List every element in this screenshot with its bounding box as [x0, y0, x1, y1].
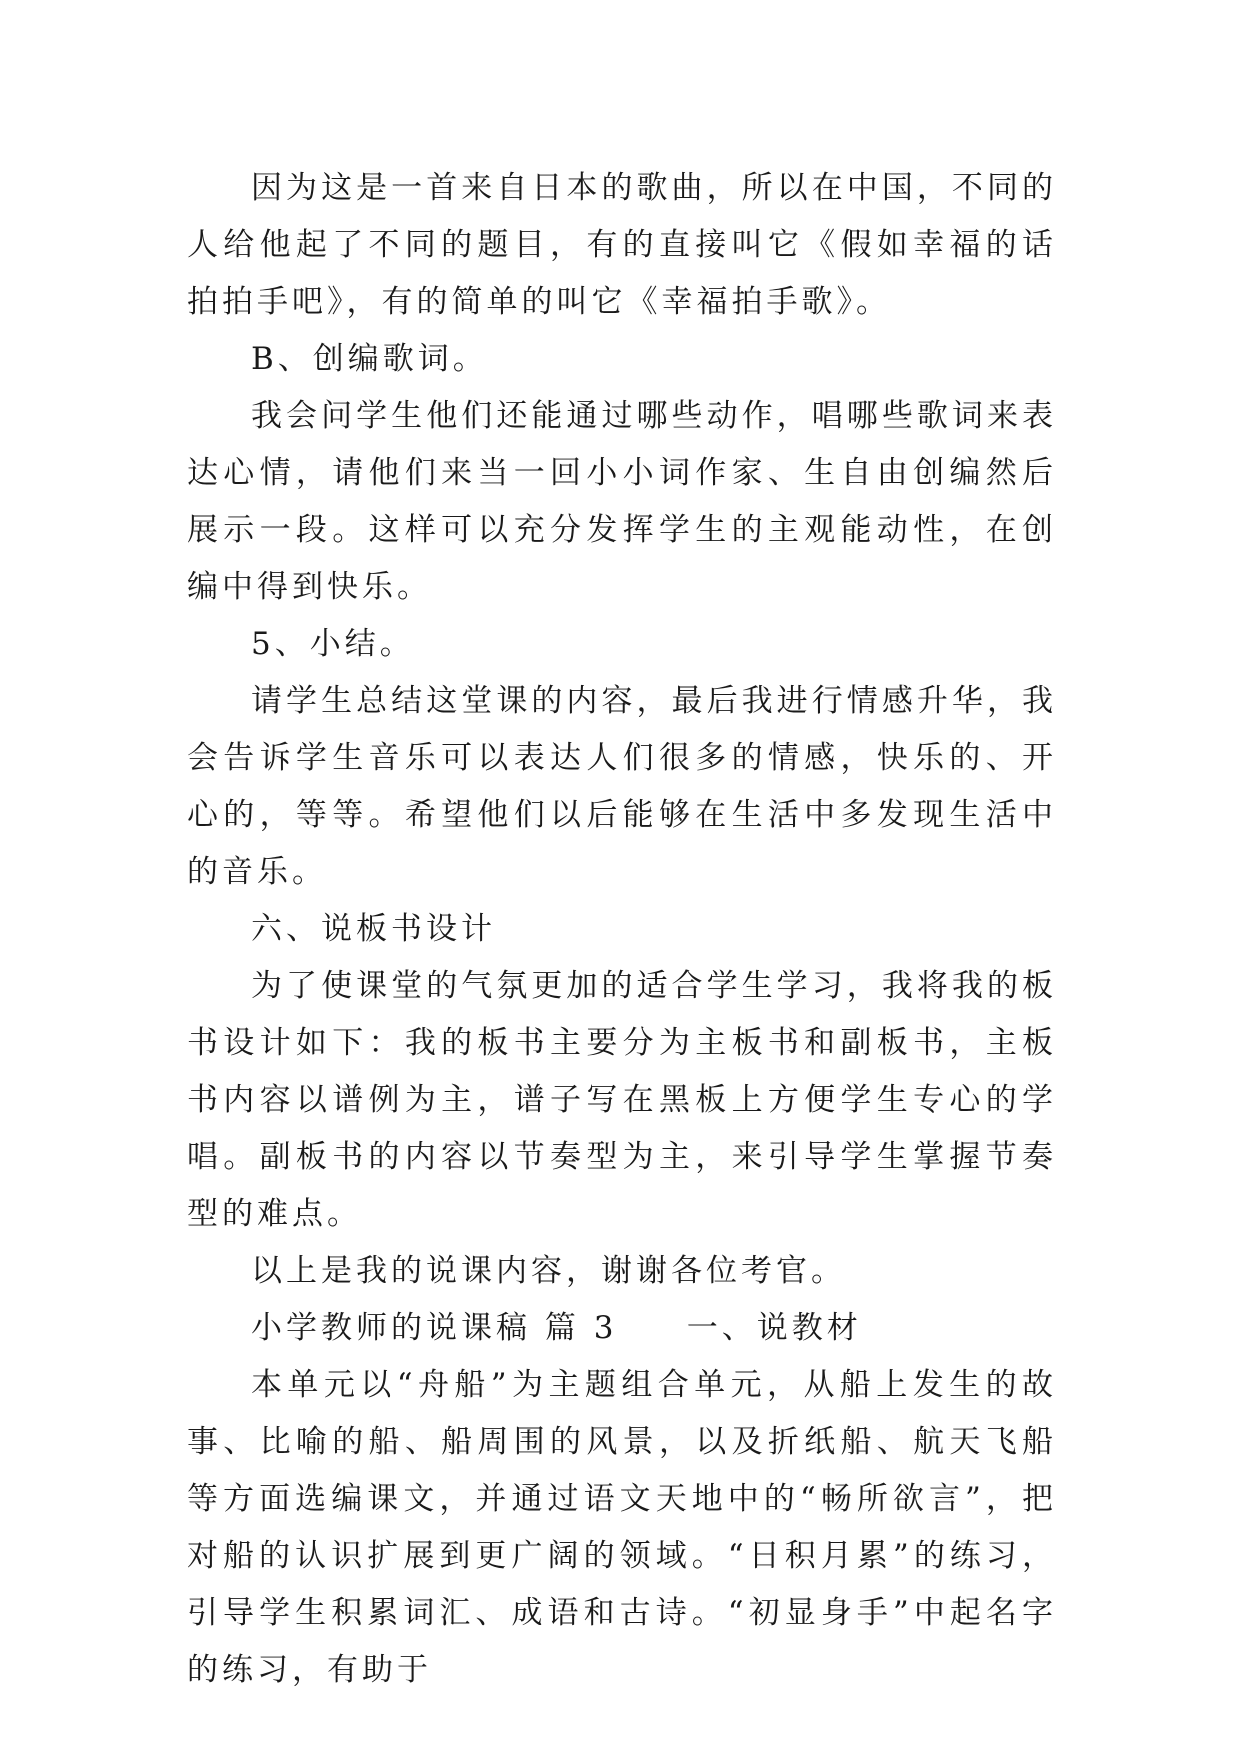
section-subtitle: 一、说教材	[686, 1310, 862, 1346]
heading-summary: 5、小结。	[251, 626, 415, 662]
paragraph-create-lyrics: 我会问学生他们还能通过哪些动作，唱哪些歌词来表达心情，请他们来当一回小小词作家、生自由创编然后展示一段。这样可以充分发挥学生的主观能动性，在创编中得到快乐。	[187, 398, 1057, 605]
paragraph-thanks: 以上是我的说课内容，谢谢各位考官。	[251, 1253, 846, 1289]
heading-board-design: 六、说板书设计	[251, 911, 496, 947]
paragraph-board-design: 为了使课堂的气氛更加的适合学生学习，我将我的板书设计如下：我的板书主要分为主板书和副板书，主板书内容以谱例为主，谱子写在黑板上方便学生专心的学唱。副板书的内容以节奏型为主，来引导学生掌握节奏型的难点。	[187, 968, 1057, 1232]
paragraph-textbook: 本单元以“舟船”为主题组合单元，从船上发生的故事、比喻的船、船周围的风景，以及折纸船、航天飞船等方面选编课文，并通过语文天地中的“畅所欲言”，把对船的认识扩展到更广阔的领域。“日积月累”的练习，引导学生积累词汇、成语和古诗。“初显身手”中起名字的练习，有助于	[187, 1367, 1057, 1688]
heading-create-lyrics: B、创编歌词。	[251, 341, 488, 377]
section-heading	[187, 1300, 1057, 1357]
paragraph-summary: 请学生总结这堂课的内容，最后我进行情感升华，我会告诉学生音乐可以表达人们很多的情感，快乐的、开心的，等等。希望他们以后能够在生活中多发现生活中的音乐。	[187, 683, 1057, 890]
paragraph-song-title: 因为这是一首来自日本的歌曲，所以在中国，不同的人给他起了不同的题目，有的直接叫它《假如幸福的话拍拍手吧》，有的简单的叫它《幸福拍手歌》。	[187, 170, 1057, 320]
section-part: 篇 3	[544, 1310, 618, 1346]
section-title: 小学教师的说课稿	[251, 1310, 531, 1346]
document-body	[187, 160, 1057, 1699]
